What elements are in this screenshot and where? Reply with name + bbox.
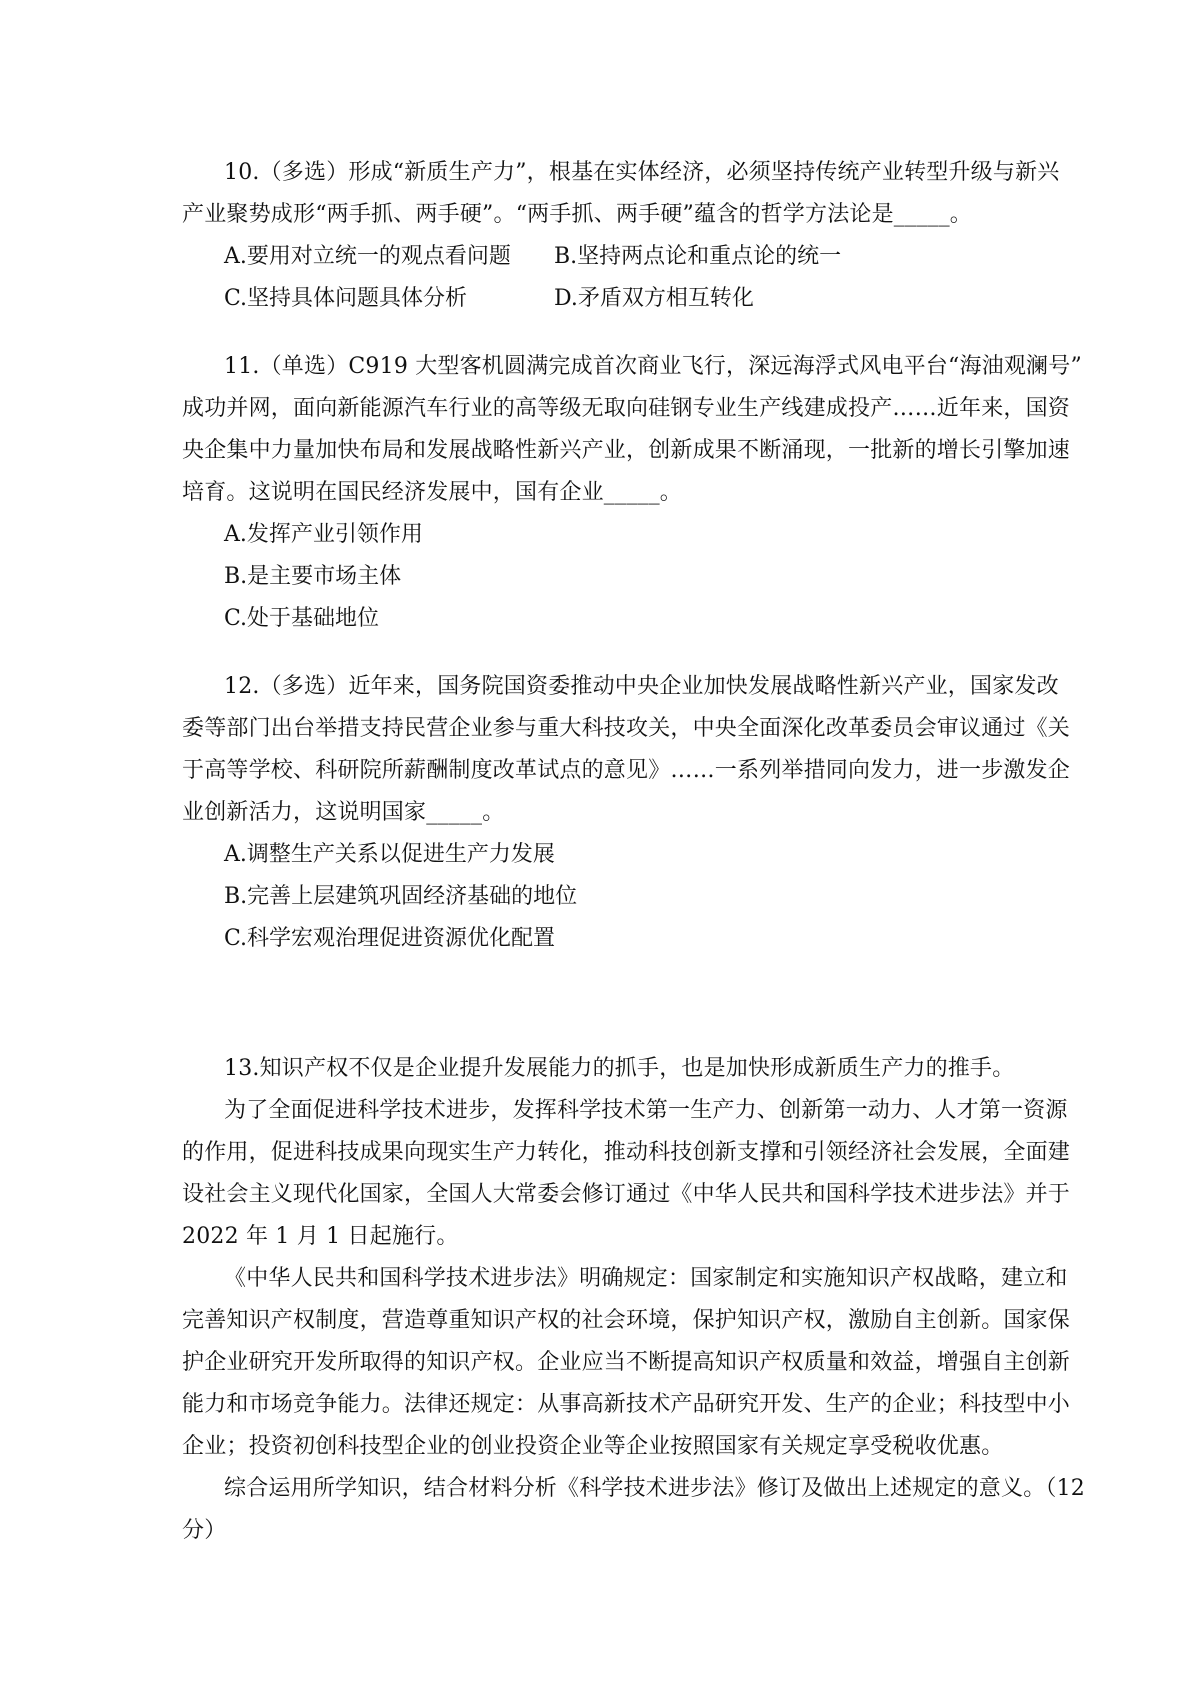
question-10-options-row-1 <box>182 236 1027 278</box>
question-12 <box>182 666 1071 960</box>
question-10-options-row-2 <box>182 278 1027 320</box>
question-10-option-a: A.要用对立统一的观点看问题 <box>224 244 511 269</box>
question-12-option-b: B.完善上层建筑巩固经济基础的地位 <box>224 884 578 909</box>
question-13-paragraph-2-line-4: 能力和市场竞争能力。法律还规定：从事高新技术产品研究开发、生产的企业；科技型中小 <box>182 1392 1071 1417</box>
question-13-intro: 13.知识产权不仅是企业提升发展能力的抓手，也是加快形成新质生产力的推手。 <box>224 1056 1015 1081</box>
question-12-stem-line-3: 于高等学校、科研院所薪酬制度改革试点的意见》……一系列举措同向发力，进一步激发企 <box>182 758 1071 783</box>
question-13 <box>182 1048 1085 1552</box>
question-13-paragraph-2-line-5: 企业；投资初创科技型企业的创业投资企业等企业按照国家有关规定享受税收优惠。 <box>182 1434 1004 1459</box>
question-13-paragraph-1-line-4: 2022 年 1 月 1 日起施行。 <box>182 1224 459 1249</box>
question-11-stem-line-4: 培育。这说明在国民经济发展中，国有企业_____。 <box>182 480 683 505</box>
question-12-stem-line-4: 业创新活力，这说明国家_____。 <box>182 800 505 825</box>
question-10 <box>182 152 1060 320</box>
question-12-stem-line-1: 12.（多选）近年来，国务院国资委推动中央企业加快发展战略性新兴产业，国家发改 <box>224 674 1059 699</box>
question-10-stem-line-1: 10.（多选）形成“新质生产力”，根基在实体经济，必须坚持传统产业转型升级与新兴 <box>224 160 1060 185</box>
question-10-option-d: D.矛盾双方相互转化 <box>554 286 754 311</box>
question-13-paragraph-2-line-2: 完善知识产权制度，营造尊重知识产权的社会环境，保护知识产权，激励自主创新。国家保 <box>182 1308 1071 1333</box>
question-11-option-c: C.处于基础地位 <box>224 606 380 631</box>
question-13-paragraph-1-line-3: 设社会主义现代化国家，全国人大常委会修订通过《中华人民共和国科学技术进步法》并于 <box>182 1182 1071 1207</box>
question-11 <box>182 346 1082 640</box>
question-10-option-c: C.坚持具体问题具体分析 <box>224 286 468 311</box>
question-13-paragraph-2-line-1: 《中华人民共和国科学技术进步法》明确规定：国家制定和实施知识产权战略，建立和 <box>224 1266 1068 1291</box>
question-11-stem-line-1: 11.（单选）C919 大型客机圆满完成首次商业飞行，深远海浮式风电平台“海油观澜号” <box>224 354 1082 379</box>
question-11-stem-line-2: 成功并网，面向新能源汽车行业的高等级无取向硅钢专业生产线建成投产……近年来，国资 <box>182 396 1071 421</box>
question-11-stem-line-3: 央企集中力量加快布局和发展战略性新兴产业，创新成果不断涌现，一批新的增长引擎加速 <box>182 438 1071 463</box>
question-13-task-line-1: 综合运用所学知识，结合材料分析《科学技术进步法》修订及做出上述规定的意义。（12 <box>224 1476 1085 1501</box>
question-12-option-c: C.科学宏观治理促进资源优化配置 <box>224 926 556 951</box>
question-12-stem-line-2: 委等部门出台举措支持民营企业参与重大科技攻关，中央全面深化改革委员会审议通过《关 <box>182 716 1071 741</box>
question-11-option-a: A.发挥产业引领作用 <box>224 522 423 547</box>
question-11-option-b: B.是主要市场主体 <box>224 564 402 589</box>
question-10-stem-line-2: 产业聚势成形“两手抓、两手硬”。“两手抓、两手硬”蕴含的哲学方法论是_____。 <box>182 202 972 227</box>
question-13-paragraph-2-line-3: 护企业研究开发所取得的知识产权。企业应当不断提高知识产权质量和效益，增强自主创新 <box>182 1350 1071 1375</box>
question-13-paragraph-1-line-1: 为了全面促进科学技术进步，发挥科学技术第一生产力、创新第一动力、人才第一资源 <box>224 1098 1068 1123</box>
question-12-option-a: A.调整生产关系以促进生产力发展 <box>224 842 555 867</box>
question-10-option-b: B.坚持两点论和重点论的统一 <box>554 244 842 269</box>
question-13-paragraph-1-line-2: 的作用，促进科技成果向现实生产力转化，推动科技创新支撑和引领经济社会发展，全面建 <box>182 1140 1071 1165</box>
question-13-task-line-2: 分） <box>182 1518 227 1543</box>
